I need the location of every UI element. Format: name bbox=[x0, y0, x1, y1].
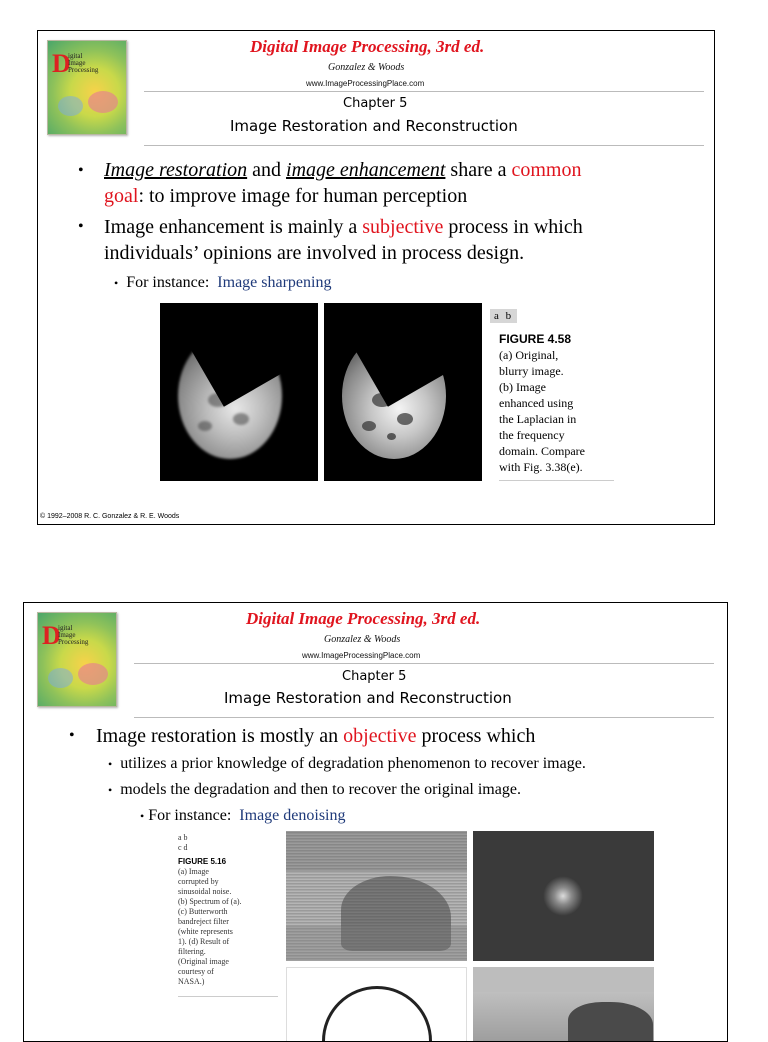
noisy-image bbox=[286, 831, 467, 961]
term-objective: objective bbox=[343, 725, 417, 747]
figure-panel-labels: a b c d bbox=[178, 833, 188, 852]
header-rule bbox=[144, 91, 704, 92]
bullet-dot: • bbox=[69, 727, 75, 744]
chapter-title: Image Restoration and Reconstruction bbox=[230, 117, 518, 135]
book-authors: Gonzalez & Woods bbox=[328, 62, 405, 73]
term-image-enhancement: image enhancement bbox=[286, 159, 446, 181]
title-rule bbox=[144, 145, 704, 146]
caption-rule bbox=[499, 480, 614, 481]
filtered-result-image bbox=[473, 967, 654, 1042]
slide-2 bbox=[23, 602, 728, 1042]
book-cover-title: igital Image Processing bbox=[68, 52, 99, 74]
figure-panel-labels: a b bbox=[490, 309, 517, 323]
sharpening-link-text: Image sharpening bbox=[217, 274, 332, 291]
sub-bullet-models-degradation: • models the degradation and then to recover the original image. bbox=[108, 781, 521, 798]
figure-title: FIGURE 5.16 bbox=[178, 857, 227, 866]
term-image-restoration: Image restoration bbox=[104, 159, 248, 181]
book-title: Digital Image Processing, 3rd ed. bbox=[250, 37, 485, 56]
bullet-restoration-enhancement: Image restoration and image enhancement share a common goal: to improve image for human perception bbox=[104, 159, 582, 207]
book-cover-title: igital Image Processing bbox=[58, 624, 89, 646]
moon-original-image bbox=[160, 303, 318, 481]
book-cover-image bbox=[37, 612, 117, 707]
caption-rule bbox=[178, 996, 278, 997]
bullet-restoration-objective: Image restoration is mostly an objective process which bbox=[96, 725, 536, 747]
bullet-dot: • bbox=[78, 162, 84, 179]
spectrum-image bbox=[473, 831, 654, 961]
bandreject-filter-image bbox=[286, 967, 467, 1042]
term-subjective: subjective bbox=[362, 216, 444, 238]
figure-caption: (a) Original, blurry image. (b) Image enhanced using the Laplacian in the frequency domain. Compare with Fig. 3.38(e). bbox=[499, 348, 585, 474]
bullet-dot: • bbox=[78, 218, 84, 235]
denoising-link-text: Image denoising bbox=[239, 807, 346, 824]
chapter-title: Image Restoration and Reconstruction bbox=[224, 689, 512, 707]
chapter-label: Chapter 5 bbox=[343, 96, 408, 111]
book-authors: Gonzalez & Woods bbox=[324, 634, 401, 645]
term-common: common bbox=[511, 159, 582, 181]
chapter-label: Chapter 5 bbox=[342, 669, 407, 684]
sub-bullet-instance: • For instance: Image sharpening bbox=[114, 274, 332, 291]
copyright: © 1992–2008 R. C. Gonzalez & R. E. Woods bbox=[40, 513, 180, 520]
book-cover-letter: D bbox=[42, 621, 61, 650]
header-rule bbox=[134, 663, 714, 664]
figure-caption: (a) Image corrupted by sinusoidal noise. (b) Spectrum of (a). (c) Butterworth bandreject filter (white represents 1). (d) Result of filtering. (Original image courtesy of NASA.) bbox=[178, 867, 242, 986]
sub-bullet-instance: • For instance: Image denoising bbox=[140, 807, 346, 824]
book-cover-letter: D bbox=[52, 49, 71, 78]
book-url: www.ImageProcessingPlace.com bbox=[302, 651, 421, 660]
book-title: Digital Image Processing, 3rd ed. bbox=[246, 609, 481, 628]
bullet-enhancement-subjective: Image enhancement is mainly a subjective process in which individuals’ opinions are involved in process design. bbox=[104, 216, 583, 264]
moon-enhanced-image bbox=[324, 303, 482, 481]
term-goal: goal bbox=[104, 185, 139, 207]
title-rule bbox=[134, 717, 714, 718]
sub-bullet-prior-knowledge: • utilizes a prior knowledge of degradation phenomenon to recover image. bbox=[108, 755, 586, 772]
slide-1 bbox=[37, 30, 715, 525]
figure-title: FIGURE 4.58 bbox=[499, 332, 572, 346]
book-url: www.ImageProcessingPlace.com bbox=[306, 79, 425, 88]
book-cover-image bbox=[47, 40, 127, 135]
